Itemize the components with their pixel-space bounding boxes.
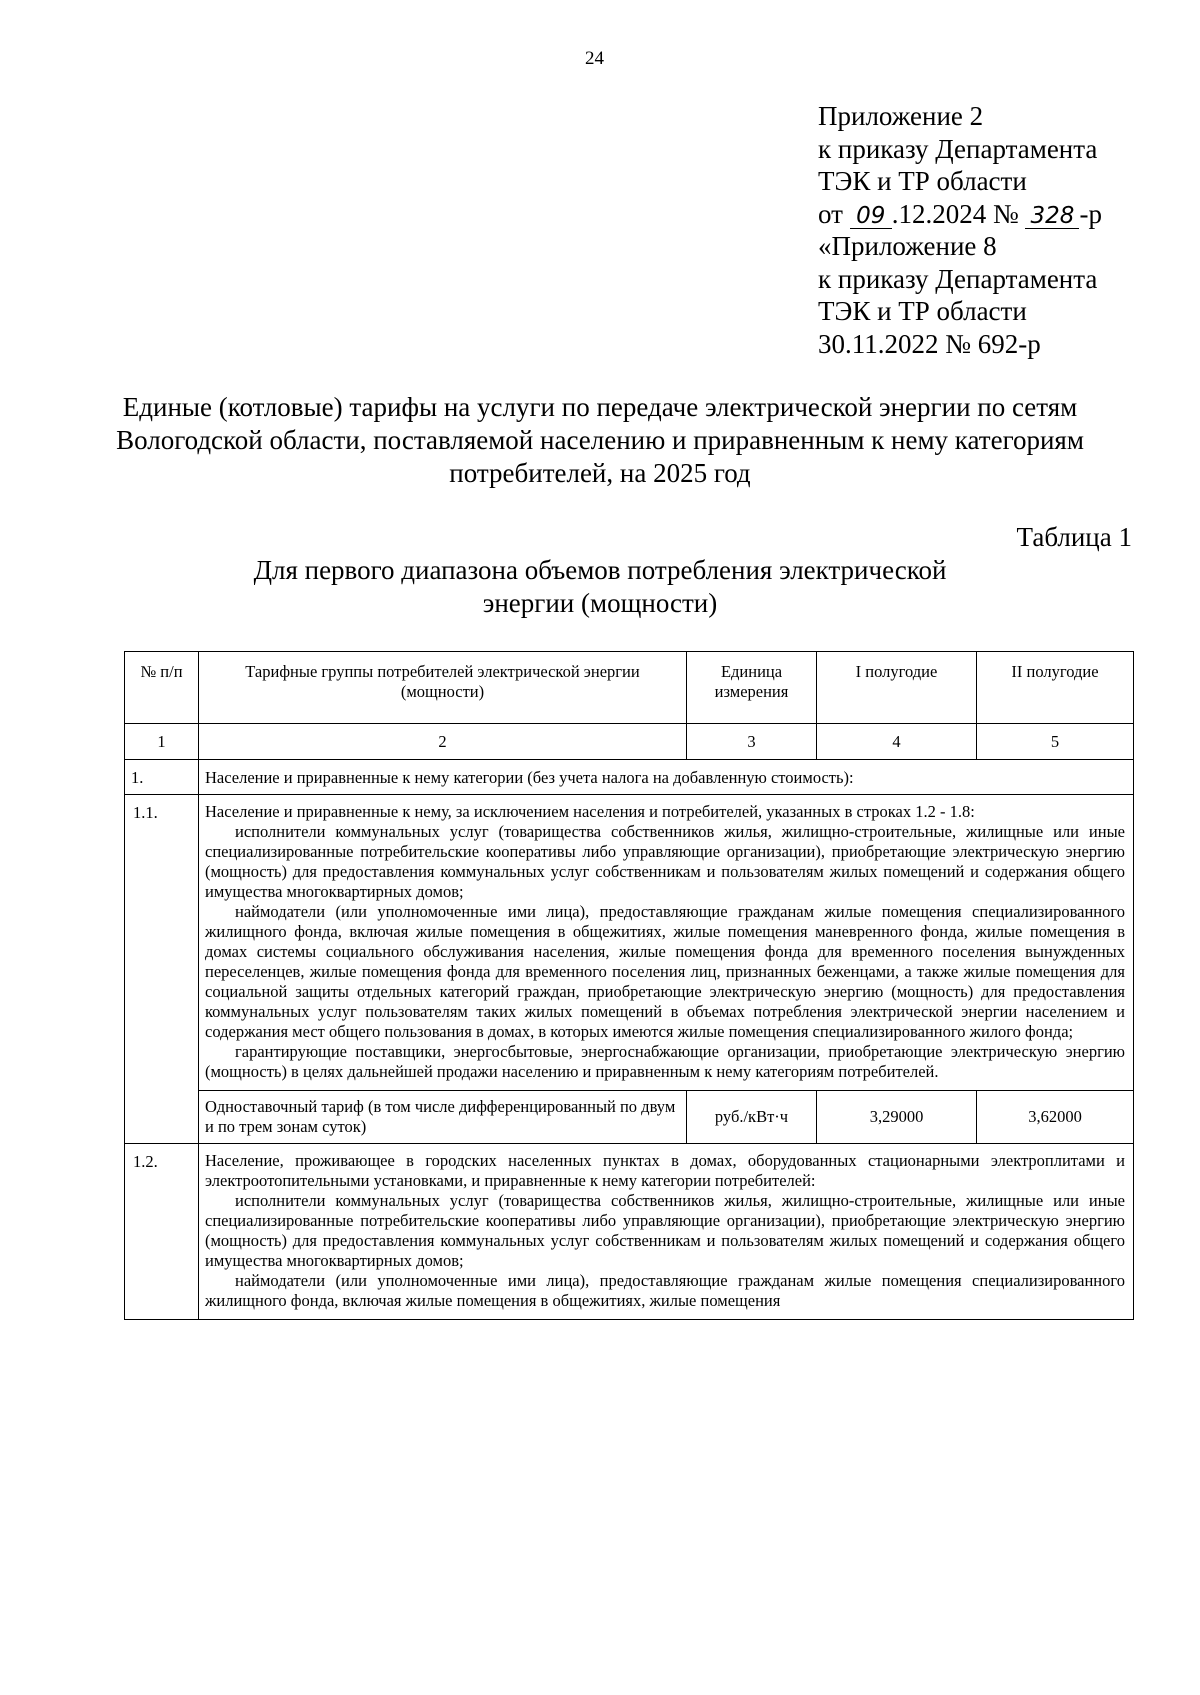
document-title: Единые (котловые) тарифы на услуги по передаче электрической энергии по сетям Вологодской области, поставляемой населению и приравненным к нему категориям потребителей, на 2025 год bbox=[116, 392, 1084, 488]
appendix-line-3: ТЭК и ТР области bbox=[818, 166, 1027, 196]
order-suffix: -р bbox=[1079, 198, 1102, 229]
appendix-line-2: к приказу Департамента bbox=[818, 133, 1098, 164]
order-prefix: от bbox=[818, 198, 843, 229]
appendix-line-1: Приложение 2 bbox=[818, 101, 984, 131]
appendix-line-5: «Приложение 8 bbox=[818, 231, 997, 261]
column-index: 4 bbox=[817, 724, 977, 760]
column-index: 2 bbox=[199, 724, 687, 760]
table-subtitle: Для первого диапазона объемов потребления электрической энергии (мощности) bbox=[253, 555, 947, 618]
table-row-1-2 bbox=[125, 1144, 1134, 1320]
row-paragraph: исполнители коммунальных услуг (товарищества собственников жилья, жилищно-строительные, жилищные или иные специализированные потребительские кооперативы либо управляющие организации), приобретающие электрическую энергию (мощность) для предоставления коммунальных услуг собственникам и пользователям жилых помещений и содержания общего имущества многоквартирных домов; bbox=[205, 1191, 1125, 1270]
row-text: Население и приравненные к нему категории (без учета налога на добавленную стоимость): bbox=[199, 760, 1134, 795]
appendix-order-line bbox=[818, 198, 1102, 231]
appendix-block bbox=[818, 100, 1102, 360]
row-paragraph: гарантирующие поставщики, энергосбытовые, энергоснабжающие организации, приобретающие электрическую энергию (мощность) в целях дальнейшей продажи населению и приравненным к нему категориям потребителей. bbox=[205, 1042, 1125, 1081]
tariff-half-2: 3,62000 bbox=[977, 1091, 1134, 1144]
table-header-row bbox=[125, 652, 1134, 724]
table-label: Таблица 1 bbox=[1016, 522, 1132, 552]
header-half-1: I полугодие bbox=[817, 652, 977, 724]
row-number: 1.2. bbox=[125, 1144, 199, 1320]
column-index-row bbox=[125, 724, 1134, 760]
row-paragraph: наймодатели (или уполномоченные ими лица), предоставляющие гражданам жилые помещения специализированного жилищного фонда, включая жилые помещения в общежитиях, жилые помещения bbox=[205, 1271, 1125, 1310]
row-description bbox=[199, 1144, 1134, 1320]
page-number: 24 bbox=[585, 48, 604, 69]
tariff-row bbox=[125, 1091, 1134, 1144]
header-group: Тарифные группы потребителей электрической энергии (мощности) bbox=[199, 652, 687, 724]
header-unit: Единица измерения bbox=[687, 652, 817, 724]
row-paragraph: наймодатели (или уполномоченные ими лица), предоставляющие гражданам жилые помещения специализированного жилищного фонда, включая жилые помещения в общежитиях, жилые помещения маневренного фонда, жилые помещения в домах системы социального обслуживания населения, жилые помещения фонда для временного поселения вынужденных переселенцев, жилые помещения фонда для временного поселения лиц, признанных беженцами, а также жилые помещения для социальной защиты отдельных категорий граждан, приобретающие электрическую энергию (мощность) для предоставления коммунальных услуг пользователям таких жилых помещений в объемах потребления электрической энергии населением и содержания мест общего пользования в домах, в которых имеются жилые помещения специализированного жилого фонда; bbox=[205, 902, 1125, 1041]
appendix-line-6: к приказу Департамента bbox=[818, 263, 1098, 294]
row-paragraph: исполнители коммунальных услуг (товарищества собственников жилья, жилищно-строительные, жилищные или иные специализированные потребительские кооперативы либо управляющие организации), приобретающие электрическую энергию (мощность) для предоставления коммунальных услуг собственникам и пользователям жилых помещений и содержания общего имущества многоквартирных домов; bbox=[205, 822, 1125, 901]
row-number: 1.1. bbox=[125, 795, 199, 1144]
order-date-rest: .12.2024 № bbox=[891, 198, 1019, 229]
table-row-1 bbox=[125, 760, 1134, 795]
order-number-handwritten: 328 bbox=[1025, 204, 1079, 229]
column-index: 1 bbox=[125, 724, 199, 760]
header-half-2: II полугодие bbox=[977, 652, 1134, 724]
order-day-handwritten: 09 bbox=[850, 204, 892, 229]
tariff-table bbox=[124, 651, 1134, 1320]
row-number: 1. bbox=[125, 760, 199, 795]
appendix-line-8: 30.11.2022 № 692-р bbox=[818, 328, 1041, 359]
header-num: № п/п bbox=[125, 652, 199, 724]
column-index: 3 bbox=[687, 724, 817, 760]
column-index: 5 bbox=[977, 724, 1134, 760]
row-description bbox=[199, 795, 1134, 1091]
tariff-unit: руб./кВт·ч bbox=[687, 1091, 817, 1144]
tariff-label: Одноставочный тариф (в том числе дифференцированный по двум и по трем зонам суток) bbox=[199, 1091, 687, 1144]
row-lead: Население, проживающее в городских населенных пунктах в домах, оборудованных стационарными электроплитами и электроотопительными установками, и приравненные к нему категории потребителей: bbox=[205, 1151, 1125, 1190]
appendix-line-7: ТЭК и ТР области bbox=[818, 296, 1027, 326]
tariff-half-1: 3,29000 bbox=[817, 1091, 977, 1144]
row-lead: Население и приравненные к нему, за исключением населения и потребителей, указанных в строках 1.2 - 1.8: bbox=[205, 802, 975, 821]
table-row-1-1 bbox=[125, 795, 1134, 1091]
